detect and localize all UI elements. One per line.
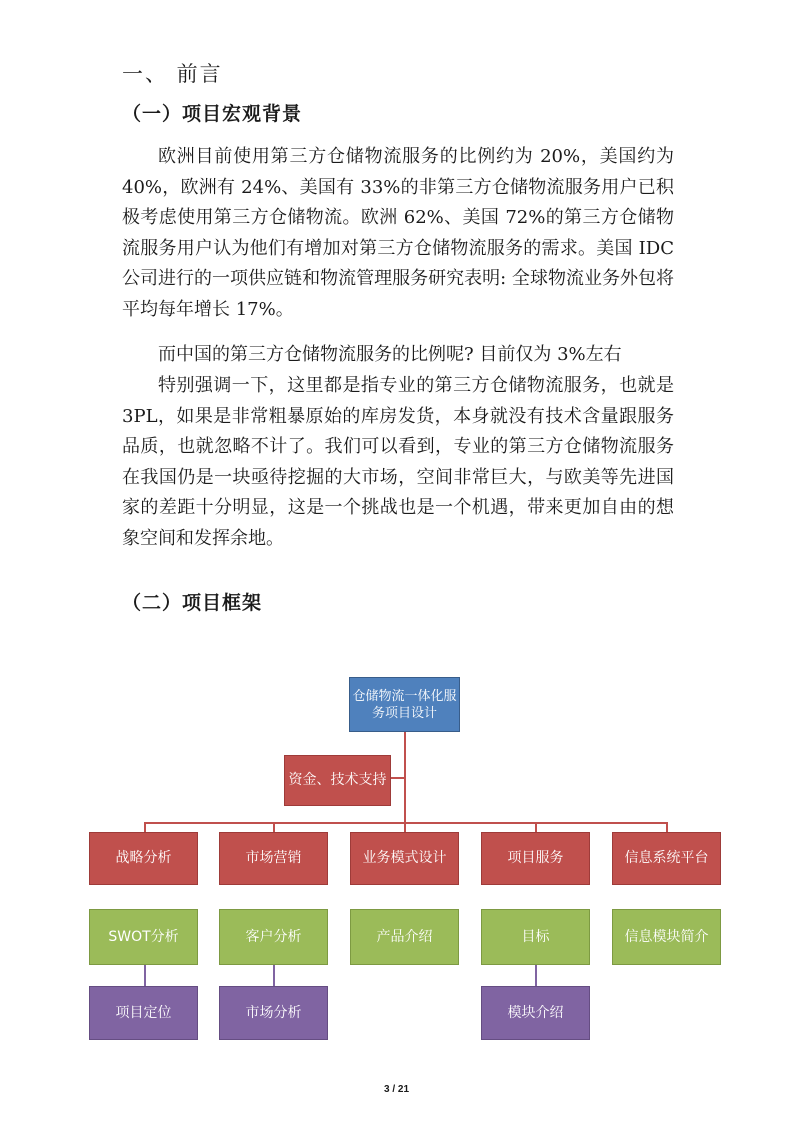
sub-node-3: 产品介绍 xyxy=(350,909,459,965)
support-connector xyxy=(390,777,404,779)
root-connector xyxy=(404,731,406,823)
page-number: 3 / 21 xyxy=(383,1084,410,1095)
branch-drop-1 xyxy=(144,822,146,832)
root-node: 仓储物流一体化服务项目设计 xyxy=(349,677,460,732)
main-node-1: 战略分析 xyxy=(89,832,198,885)
branch-line xyxy=(144,822,668,824)
main-node-5: 信息系统平台 xyxy=(612,832,721,885)
subsection-title-background: （一）项目宏观背景 xyxy=(122,103,303,125)
paragraph-china: 而中国的第三方仓储物流服务的比例呢? 目前仅为 3%左右 xyxy=(158,344,622,365)
branch-drop-3 xyxy=(404,822,406,832)
branch-drop-4 xyxy=(535,822,537,832)
paragraph-background: 欧洲目前使用第三方仓储物流服务的比例约为 20%，美国约为 40%，欧洲有 24%、美国有 33%的非第三方仓储物流服务用户已积极考虑使用第三方仓储物流。欧洲 62%、美国 72%的第三方仓储物流服务用户认为他们有增加对第三方仓储物流服务的需求。美国 IDC 公司进行的一项供应链和物流管理服务研究表明: 全球物流业务外包将平均每年增长 17%。 xyxy=(122,146,674,320)
subsection-title-framework: （二）项目框架 xyxy=(122,592,263,614)
support-node: 资金、技术支持 xyxy=(284,755,391,806)
paragraph-emphasis: 特别强调一下，这里都是指专业的第三方仓储物流服务，也就是 3PL，如果是非常粗暴原始的库房发货，本身就没有技术含量跟服务品质，也就忽略不计了。我们可以看到，专业的第三方仓储物流服务在我国仍是一块亟待挖掘的大市场，空间非常巨大，与欧美等先进国家的差距十分明显，这是一个挑战也是一个机遇，带来更加自由的想象空间和发挥余地。 xyxy=(122,375,674,549)
branch-drop-5 xyxy=(666,822,668,832)
main-node-3: 业务模式设计 xyxy=(350,832,459,885)
sub-node-5: 信息模块简介 xyxy=(612,909,721,965)
leaf-connector-2 xyxy=(273,965,275,986)
leaf-connector-1 xyxy=(144,965,146,986)
section-title: 一、 前言 xyxy=(122,62,223,86)
leaf-connector-4 xyxy=(535,965,537,986)
branch-drop-2 xyxy=(273,822,275,832)
main-node-4: 项目服务 xyxy=(481,832,590,885)
sub-node-4: 目标 xyxy=(481,909,590,965)
main-node-2: 市场营销 xyxy=(219,832,328,885)
sub-node-2: 客户分析 xyxy=(219,909,328,965)
leaf-node-2: 市场分析 xyxy=(219,986,328,1040)
sub-node-1: SWOT分析 xyxy=(89,909,198,965)
leaf-node-1: 项目定位 xyxy=(89,986,198,1040)
leaf-node-4: 模块介绍 xyxy=(481,986,590,1040)
